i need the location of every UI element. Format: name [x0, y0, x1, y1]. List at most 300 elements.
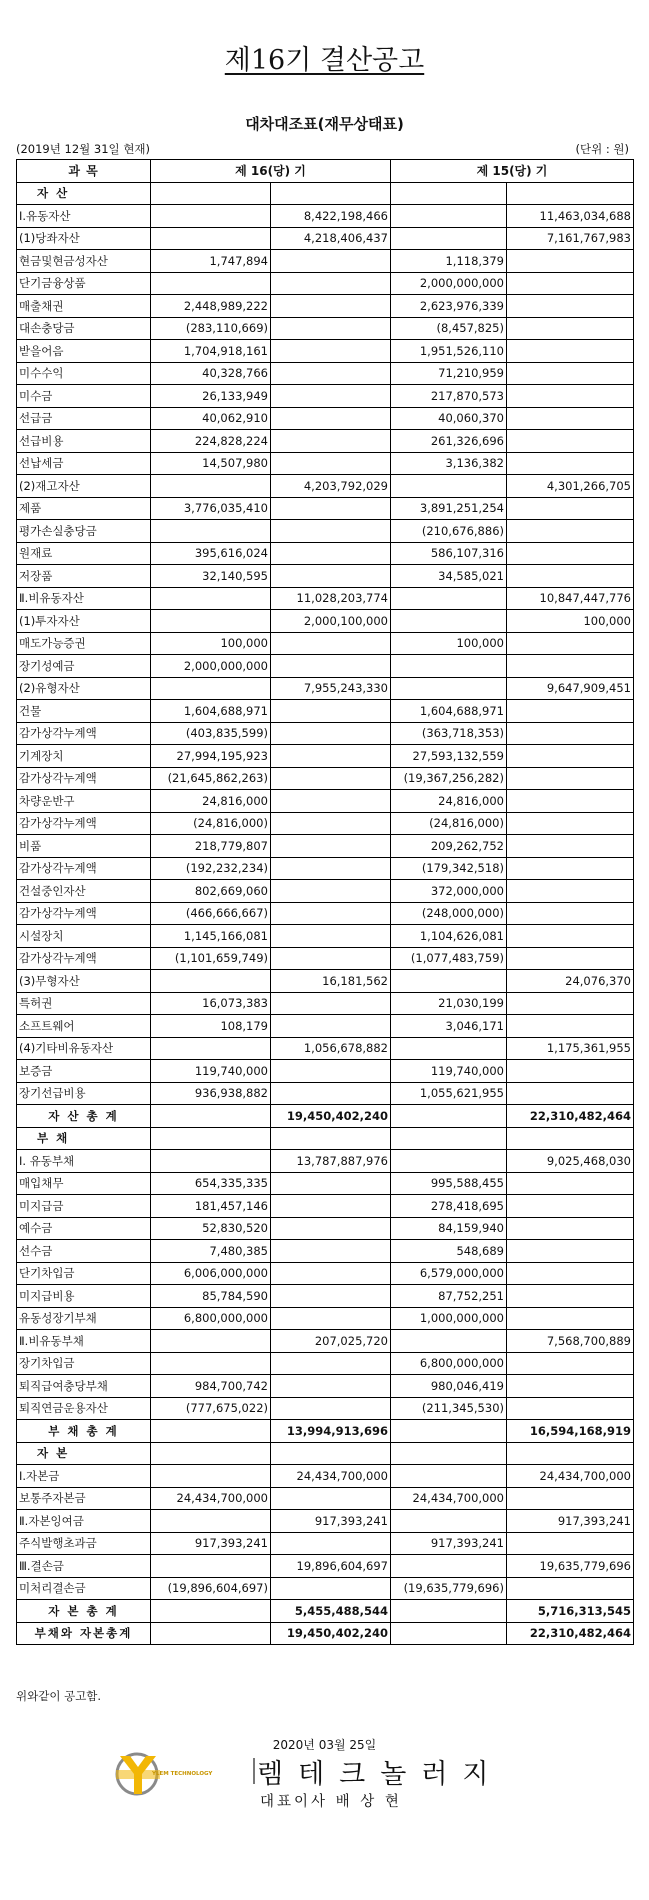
- amount-cell: [151, 1330, 271, 1353]
- amount-cell: 1,118,379: [391, 250, 507, 273]
- amount-cell: [271, 272, 391, 295]
- table-row: [17, 1577, 634, 1600]
- amount-cell: [391, 1420, 507, 1443]
- amount-cell: 13,994,913,696: [271, 1420, 391, 1443]
- amount-cell: [507, 655, 634, 678]
- amount-cell: [507, 880, 634, 903]
- table-row: [17, 902, 634, 925]
- amount-cell: [391, 1510, 507, 1533]
- amount-cell: 1,604,688,971: [151, 700, 271, 723]
- amount-cell: [507, 1060, 634, 1083]
- amount-cell: 3,776,035,410: [151, 497, 271, 520]
- table-row: [17, 1195, 634, 1218]
- amount-cell: 3,136,382: [391, 452, 507, 475]
- amount-cell: 2,448,989,222: [151, 295, 271, 318]
- table-row: [17, 1082, 634, 1105]
- amount-cell: (1,101,659,749): [151, 947, 271, 970]
- row-label: 자 본 총 계: [17, 1600, 151, 1623]
- amount-cell: [391, 1105, 507, 1128]
- row-label: 장기차입금: [17, 1352, 151, 1375]
- amount-cell: 1,000,000,000: [391, 1307, 507, 1330]
- amount-cell: [151, 1510, 271, 1533]
- row-label: 선수금: [17, 1240, 151, 1263]
- row-label: 비품: [17, 835, 151, 858]
- amount-cell: 917,393,241: [151, 1532, 271, 1555]
- table-row: [17, 767, 634, 790]
- amount-cell: [507, 1352, 634, 1375]
- amount-cell: [271, 812, 391, 835]
- table-row: [17, 1532, 634, 1555]
- row-label: 유동성장기부채: [17, 1307, 151, 1330]
- row-label: 감가상각누계액: [17, 722, 151, 745]
- amount-cell: [271, 767, 391, 790]
- table-row: [17, 1510, 634, 1533]
- document-title: 제16기 결산공고: [224, 45, 425, 76]
- total-row: [17, 1420, 634, 1443]
- amount-cell: [271, 1195, 391, 1218]
- amount-cell: 548,689: [391, 1240, 507, 1263]
- amount-cell: 6,006,000,000: [151, 1262, 271, 1285]
- amount-cell: 26,133,949: [151, 385, 271, 408]
- amount-cell: [391, 587, 507, 610]
- amount-cell: 34,585,021: [391, 565, 507, 588]
- amount-cell: [271, 1375, 391, 1398]
- row-label: Ⅱ.비유동부채: [17, 1330, 151, 1353]
- row-label: 미처리결손금: [17, 1577, 151, 1600]
- amount-cell: [507, 1577, 634, 1600]
- row-label: 차량운반구: [17, 790, 151, 813]
- amount-cell: [391, 1600, 507, 1623]
- amount-cell: [271, 1442, 391, 1465]
- amount-cell: 2,623,976,339: [391, 295, 507, 318]
- amount-cell: [271, 452, 391, 475]
- amount-cell: [271, 340, 391, 363]
- amount-cell: 6,800,000,000: [391, 1352, 507, 1375]
- table-row: [17, 362, 634, 385]
- amount-cell: 1,604,688,971: [391, 700, 507, 723]
- amount-cell: 16,073,383: [151, 992, 271, 1015]
- amount-cell: 13,787,887,976: [271, 1150, 391, 1173]
- amount-cell: 24,816,000: [391, 790, 507, 813]
- amount-cell: 917,393,241: [271, 1510, 391, 1533]
- statement-subtitle: 대차대조표(재무상태표): [245, 115, 404, 133]
- amount-cell: 261,326,696: [391, 430, 507, 453]
- table-row: [17, 1307, 634, 1330]
- amount-cell: [507, 317, 634, 340]
- amount-cell: [391, 1037, 507, 1060]
- row-label: 감가상각누계액: [17, 812, 151, 835]
- amount-cell: 2,000,000,000: [391, 272, 507, 295]
- amount-cell: [271, 182, 391, 205]
- row-label: 퇴직급여충당부채: [17, 1375, 151, 1398]
- logo-text: YLEM TECHNOLOGY: [152, 1771, 213, 1777]
- row-label: 시설장치: [17, 925, 151, 948]
- table-row: [17, 655, 634, 678]
- amount-cell: (179,342,518): [391, 857, 507, 880]
- table-row: [17, 1217, 634, 1240]
- amount-cell: (211,345,530): [391, 1397, 507, 1420]
- amount-cell: 936,938,882: [151, 1082, 271, 1105]
- amount-cell: [507, 1285, 634, 1308]
- row-label: 건설중인자산: [17, 880, 151, 903]
- amount-cell: [271, 655, 391, 678]
- amount-cell: [391, 1150, 507, 1173]
- row-label: 대손충당금: [17, 317, 151, 340]
- amount-cell: [271, 1577, 391, 1600]
- table-row: [17, 1240, 634, 1263]
- amount-cell: [391, 610, 507, 633]
- row-label: Ⅲ.결손금: [17, 1555, 151, 1578]
- row-label: 제품: [17, 497, 151, 520]
- row-label: Ⅰ.자본금: [17, 1465, 151, 1488]
- amount-cell: [271, 1240, 391, 1263]
- header-period-15: 제 15(당) 기: [391, 160, 634, 183]
- amount-cell: [151, 475, 271, 498]
- amount-cell: [271, 722, 391, 745]
- row-label: 자 본: [17, 1442, 151, 1465]
- amount-cell: 7,568,700,889: [507, 1330, 634, 1353]
- row-label: 기계장치: [17, 745, 151, 768]
- table-row: [17, 497, 634, 520]
- row-label: 미수금: [17, 385, 151, 408]
- amount-cell: [391, 677, 507, 700]
- representative-name: 대표이사 배 상 현: [260, 1794, 402, 1810]
- amount-cell: [271, 1015, 391, 1038]
- row-label: (2)재고자산: [17, 475, 151, 498]
- amount-cell: [151, 1622, 271, 1645]
- amount-cell: [507, 407, 634, 430]
- amount-cell: (777,675,022): [151, 1397, 271, 1420]
- amount-cell: 1,951,526,110: [391, 340, 507, 363]
- amount-cell: 984,700,742: [151, 1375, 271, 1398]
- amount-cell: [507, 835, 634, 858]
- amount-cell: [391, 182, 507, 205]
- amount-cell: [151, 1555, 271, 1578]
- amount-cell: [151, 1420, 271, 1443]
- amount-cell: 87,752,251: [391, 1285, 507, 1308]
- amount-cell: [391, 1465, 507, 1488]
- amount-cell: 224,828,224: [151, 430, 271, 453]
- row-label: 예수금: [17, 1217, 151, 1240]
- table-row: [17, 542, 634, 565]
- amount-cell: [271, 632, 391, 655]
- amount-cell: 995,588,455: [391, 1172, 507, 1195]
- row-label: 건물: [17, 700, 151, 723]
- amount-cell: [271, 1307, 391, 1330]
- company-divider: [253, 1758, 255, 1784]
- table-row: [17, 1285, 634, 1308]
- amount-cell: [271, 947, 391, 970]
- amount-cell: [271, 407, 391, 430]
- row-label: 매도가능증권: [17, 632, 151, 655]
- amount-cell: (192,232,234): [151, 857, 271, 880]
- amount-cell: [151, 1600, 271, 1623]
- amount-cell: 24,434,700,000: [507, 1465, 634, 1488]
- total-row: [17, 1105, 634, 1128]
- amount-cell: [271, 1127, 391, 1150]
- table-row: [17, 1037, 634, 1060]
- amount-cell: [507, 1217, 634, 1240]
- amount-cell: [271, 1082, 391, 1105]
- amount-cell: 108,179: [151, 1015, 271, 1038]
- amount-cell: [391, 1330, 507, 1353]
- row-label: 매출채권: [17, 295, 151, 318]
- footnote: 위와같이 공고함.: [16, 1689, 102, 1703]
- amount-cell: 7,955,243,330: [271, 677, 391, 700]
- header-period-16: 제 16(당) 기: [151, 160, 391, 183]
- amount-cell: [507, 1532, 634, 1555]
- header-item: 과 목: [17, 160, 151, 183]
- row-label: 미지급금: [17, 1195, 151, 1218]
- amount-cell: 181,457,146: [151, 1195, 271, 1218]
- amount-cell: 32,140,595: [151, 565, 271, 588]
- amount-cell: 22,310,482,464: [507, 1105, 634, 1128]
- amount-cell: (19,367,256,282): [391, 767, 507, 790]
- amount-cell: 24,434,700,000: [271, 1465, 391, 1488]
- amount-cell: 372,000,000: [391, 880, 507, 903]
- company-logo: [108, 1750, 218, 1804]
- amount-cell: [151, 1037, 271, 1060]
- amount-cell: [151, 182, 271, 205]
- table-row: [17, 295, 634, 318]
- row-label: 감가상각누계액: [17, 857, 151, 880]
- amount-cell: 19,635,779,696: [507, 1555, 634, 1578]
- amount-cell: [271, 1397, 391, 1420]
- amount-cell: [391, 970, 507, 993]
- row-label: 미수수익: [17, 362, 151, 385]
- row-label: 자 산 총 계: [17, 1105, 151, 1128]
- amount-cell: 100,000: [507, 610, 634, 633]
- table-row: [17, 1397, 634, 1420]
- amount-cell: 917,393,241: [391, 1532, 507, 1555]
- amount-cell: 5,455,488,544: [271, 1600, 391, 1623]
- row-label: Ⅱ.비유동자산: [17, 587, 151, 610]
- amount-cell: [271, 385, 391, 408]
- amount-cell: (466,666,667): [151, 902, 271, 925]
- table-row: [17, 835, 634, 858]
- amount-cell: [507, 812, 634, 835]
- amount-cell: 14,507,980: [151, 452, 271, 475]
- amount-cell: [271, 1172, 391, 1195]
- amount-cell: 4,301,266,705: [507, 475, 634, 498]
- amount-cell: (19,896,604,697): [151, 1577, 271, 1600]
- amount-cell: [271, 1487, 391, 1510]
- amount-cell: [507, 1397, 634, 1420]
- table-row: [17, 452, 634, 475]
- table-row: [17, 587, 634, 610]
- row-label: 부채와 자본총계: [17, 1622, 151, 1645]
- as-of-date: (2019년 12월 31일 현재): [16, 142, 151, 156]
- amount-cell: 980,046,419: [391, 1375, 507, 1398]
- amount-cell: (363,718,353): [391, 722, 507, 745]
- amount-cell: 4,203,792,029: [271, 475, 391, 498]
- amount-cell: [151, 227, 271, 250]
- amount-cell: [507, 632, 634, 655]
- row-label: 단기차입금: [17, 1262, 151, 1285]
- amount-cell: [507, 340, 634, 363]
- amount-cell: (24,816,000): [391, 812, 507, 835]
- amount-cell: [507, 520, 634, 543]
- amount-cell: 40,060,370: [391, 407, 507, 430]
- table-row: [17, 250, 634, 273]
- row-label: 부 채: [17, 1127, 151, 1150]
- table-row: [17, 272, 634, 295]
- amount-cell: [151, 1352, 271, 1375]
- amount-cell: [507, 947, 634, 970]
- amount-cell: 9,025,468,030: [507, 1150, 634, 1173]
- ylem-logo-icon: [108, 1750, 218, 1804]
- table-row: [17, 925, 634, 948]
- amount-cell: [507, 385, 634, 408]
- amount-cell: [507, 272, 634, 295]
- amount-cell: 119,740,000: [151, 1060, 271, 1083]
- table-row: [17, 475, 634, 498]
- amount-cell: 6,800,000,000: [151, 1307, 271, 1330]
- amount-cell: (248,000,000): [391, 902, 507, 925]
- amount-cell: 802,669,060: [151, 880, 271, 903]
- amount-cell: 8,422,198,466: [271, 205, 391, 228]
- row-label: 감가상각누계액: [17, 947, 151, 970]
- amount-cell: 217,870,573: [391, 385, 507, 408]
- amount-cell: 9,647,909,451: [507, 677, 634, 700]
- amount-cell: 1,747,894: [151, 250, 271, 273]
- row-label: 보증금: [17, 1060, 151, 1083]
- table-row: [17, 407, 634, 430]
- amount-cell: 1,055,621,955: [391, 1082, 507, 1105]
- amount-cell: 24,434,700,000: [391, 1487, 507, 1510]
- amount-cell: 16,181,562: [271, 970, 391, 993]
- table-row: [17, 947, 634, 970]
- amount-cell: 19,450,402,240: [271, 1105, 391, 1128]
- amount-cell: 207,025,720: [271, 1330, 391, 1353]
- amount-cell: [151, 587, 271, 610]
- amount-cell: 71,210,959: [391, 362, 507, 385]
- amount-cell: [271, 430, 391, 453]
- amount-cell: (210,676,886): [391, 520, 507, 543]
- amount-cell: 40,328,766: [151, 362, 271, 385]
- amount-cell: [507, 902, 634, 925]
- amount-cell: 11,028,203,774: [271, 587, 391, 610]
- announcement-date: 2020년 03월 25일: [272, 1738, 377, 1752]
- row-label: 현금및현금성자산: [17, 250, 151, 273]
- amount-cell: (283,110,669): [151, 317, 271, 340]
- row-label: 단기금융상품: [17, 272, 151, 295]
- table-row: [17, 677, 634, 700]
- row-label: (4)기타비유동자산: [17, 1037, 151, 1060]
- row-label: 선납세금: [17, 452, 151, 475]
- amount-cell: [507, 992, 634, 1015]
- amount-cell: [507, 745, 634, 768]
- amount-cell: [507, 1082, 634, 1105]
- table-row: [17, 205, 634, 228]
- table-row: [17, 430, 634, 453]
- amount-cell: 22,310,482,464: [507, 1622, 634, 1645]
- amount-cell: 85,784,590: [151, 1285, 271, 1308]
- amount-cell: 19,896,604,697: [271, 1555, 391, 1578]
- amount-cell: 3,046,171: [391, 1015, 507, 1038]
- amount-cell: 5,716,313,545: [507, 1600, 634, 1623]
- row-label: 보통주자본금: [17, 1487, 151, 1510]
- row-label: 소프트웨어: [17, 1015, 151, 1038]
- table-row: [17, 317, 634, 340]
- amount-cell: [271, 1060, 391, 1083]
- amount-cell: 2,000,100,000: [271, 610, 391, 633]
- amount-cell: [507, 542, 634, 565]
- amount-cell: 19,450,402,240: [271, 1622, 391, 1645]
- amount-cell: (24,816,000): [151, 812, 271, 835]
- amount-cell: [507, 790, 634, 813]
- section-row: [17, 1442, 634, 1465]
- amount-cell: [507, 1015, 634, 1038]
- row-label: Ⅰ. 유동부채: [17, 1150, 151, 1173]
- amount-cell: [151, 677, 271, 700]
- amount-cell: [507, 565, 634, 588]
- amount-cell: [507, 362, 634, 385]
- amount-cell: [151, 1150, 271, 1173]
- balance-sheet-body: [17, 182, 634, 1645]
- amount-cell: [507, 1442, 634, 1465]
- amount-cell: (19,635,779,696): [391, 1577, 507, 1600]
- amount-cell: [391, 1127, 507, 1150]
- amount-cell: 4,218,406,437: [271, 227, 391, 250]
- table-row: [17, 1465, 634, 1488]
- row-label: 미지급비용: [17, 1285, 151, 1308]
- balance-sheet-table: [16, 159, 634, 1645]
- amount-cell: 1,104,626,081: [391, 925, 507, 948]
- row-label: 매입채무: [17, 1172, 151, 1195]
- row-label: 저장품: [17, 565, 151, 588]
- amount-cell: [507, 430, 634, 453]
- amount-cell: 1,704,918,161: [151, 340, 271, 363]
- amount-cell: [151, 610, 271, 633]
- amount-cell: 100,000: [391, 632, 507, 655]
- amount-cell: [151, 1105, 271, 1128]
- amount-cell: [507, 452, 634, 475]
- amount-cell: 119,740,000: [391, 1060, 507, 1083]
- row-label: (2)유형자산: [17, 677, 151, 700]
- table-row: [17, 1487, 634, 1510]
- amount-cell: [271, 542, 391, 565]
- amount-cell: [391, 655, 507, 678]
- row-label: (1)투자자산: [17, 610, 151, 633]
- table-row: [17, 812, 634, 835]
- amount-cell: [271, 835, 391, 858]
- amount-cell: 40,062,910: [151, 407, 271, 430]
- table-row: [17, 227, 634, 250]
- amount-cell: [507, 700, 634, 723]
- amount-cell: 654,335,335: [151, 1172, 271, 1195]
- amount-cell: [271, 992, 391, 1015]
- amount-cell: [271, 317, 391, 340]
- table-row: [17, 385, 634, 408]
- amount-cell: [271, 700, 391, 723]
- amount-cell: [271, 880, 391, 903]
- section-row: [17, 182, 634, 205]
- amount-cell: 586,107,316: [391, 542, 507, 565]
- amount-cell: 24,076,370: [507, 970, 634, 993]
- row-label: 장기선급비용: [17, 1082, 151, 1105]
- company-name: 렘테크놀러지: [257, 1759, 504, 1790]
- amount-cell: [271, 295, 391, 318]
- amount-cell: [507, 182, 634, 205]
- table-row: [17, 1172, 634, 1195]
- amount-cell: 11,463,034,688: [507, 205, 634, 228]
- amount-cell: [507, 1262, 634, 1285]
- row-label: 원재료: [17, 542, 151, 565]
- amount-cell: 7,161,767,983: [507, 227, 634, 250]
- row-label: 부 채 총 계: [17, 1420, 151, 1443]
- row-label: (3)무형자산: [17, 970, 151, 993]
